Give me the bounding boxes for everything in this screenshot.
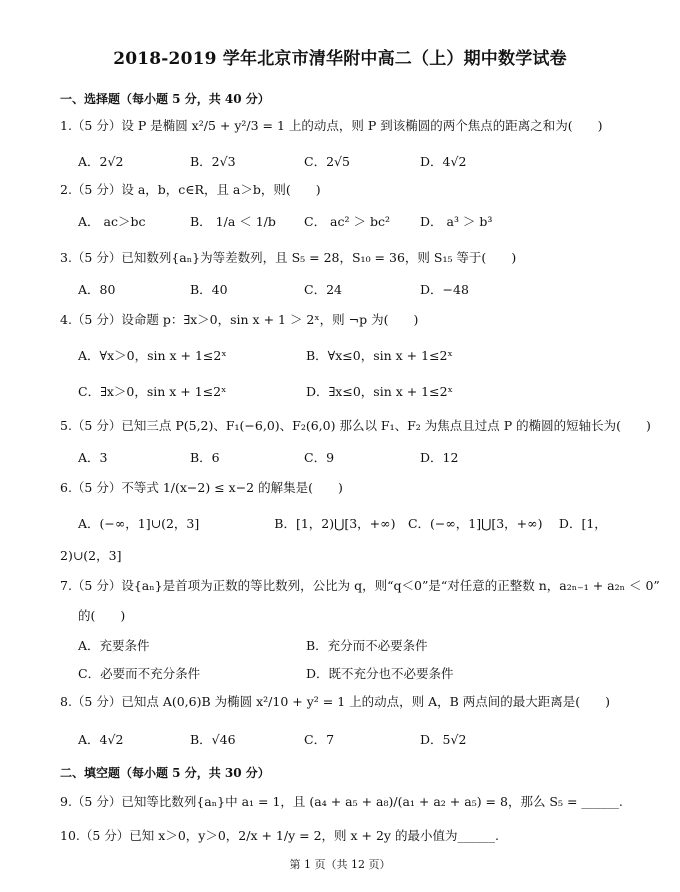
question-4-option-b: B．∀x≤0，sin x + 1≤2ˣ: [306, 348, 453, 363]
question-4-option-d: D．∃x≤0，sin x + 1≤2ˣ: [306, 384, 453, 399]
question-7-stem: 7.（5 分）设{aₙ}是首项为正数的等比数列，公比为 q，则“q＜0”是“对任意的正整数 n，a₂ₙ₋₁ + a₂ₙ ＜ 0”: [60, 578, 660, 593]
question-3-option-a: A．80: [78, 282, 116, 297]
question-8-option-d: D．5√2: [420, 732, 467, 747]
question-2-option-c: C． ac² ＞ bc²: [304, 214, 390, 229]
section-choice-heading: 一、选择题（每小题 5 分，共 40 分）: [60, 92, 270, 106]
question-7-option-d: D．既不充分也不必要条件: [306, 666, 454, 681]
question-9-stem: 9.（5 分）已知等比数列{aₙ}中 a₁ = 1，且 (a₄ + a₅ + a₈)/(a₁ + a₂ + a₅) = 8，那么 S₅ = ______.: [60, 794, 623, 809]
question-2-option-a: A． ac＞bc: [78, 214, 146, 229]
question-5-stem: 5.（5 分）已知三点 P(5,2)、F₁(−6,0)、F₂(6,0) 那么以 F₁、F₂ 为焦点且过点 P 的椭圆的短轴长为( ): [60, 418, 651, 433]
question-7-option-b: B．充分而不必要条件: [306, 638, 428, 653]
section-fill-heading: 二、填空题（每小题 5 分，共 30 分）: [60, 766, 270, 780]
question-1-option-b: B．2√3: [190, 154, 236, 169]
question-5-option-a: A．3: [78, 450, 108, 465]
question-8-option-b: B．√46: [190, 732, 236, 747]
question-4-option-a: A．∀x＞0，sin x + 1≤2ˣ: [78, 348, 227, 363]
question-6-options-line-2: 2)∪(2，3]: [60, 548, 122, 563]
question-3-stem: 3.（5 分）已知数列{aₙ}为等差数列，且 S₅ = 28，S₁₀ = 36，则 S₁₅ 等于( ): [60, 250, 517, 265]
question-6-stem: 6.（5 分）不等式 1/(x−2) ≤ x−2 的解集是( ): [60, 480, 343, 495]
question-6-options-line-1: A．(−∞，1]∪(2，3] B．[1，2)⋃[3，+∞) C．(−∞，1]⋃[3，+∞) D．[1，: [78, 516, 607, 531]
question-1-option-a: A．2√2: [78, 154, 124, 169]
question-2-stem: 2.（5 分）设 a，b，c∈R，且 a＞b，则( ): [60, 182, 321, 197]
question-7-stem-continued: 的( ): [78, 608, 126, 623]
question-1-option-d: D．4√2: [420, 154, 467, 169]
question-8-stem: 8.（5 分）已知点 A(0,6)B 为椭圆 x²/10 + y² = 1 上的动点，则 A，B 两点间的最大距离是( ): [60, 694, 611, 709]
question-2-option-b: B． 1/a ＜ 1/b: [190, 214, 276, 229]
question-5-option-c: C．9: [304, 450, 335, 465]
question-3-option-c: C．24: [304, 282, 342, 297]
question-5-option-d: D．12: [420, 450, 459, 465]
page-footer: 第 1 页（共 12 页）: [289, 858, 391, 871]
question-4-option-c: C．∃x＞0，sin x + 1≤2ˣ: [78, 384, 227, 399]
question-1-option-c: C．2√5: [304, 154, 350, 169]
question-4-stem: 4.（5 分）设命题 p：∃x＞0，sin x + 1 ＞ 2ˣ，则 ¬p 为( ): [60, 312, 419, 327]
question-10-stem: 10.（5 分）已知 x＞0，y＞0，2/x + 1/y = 2，则 x + 2y 的最小值为______.: [60, 828, 499, 843]
question-7-option-c: C．必要而不充分条件: [78, 666, 201, 681]
question-3-option-b: B．40: [190, 282, 228, 297]
question-3-option-d: D．−48: [420, 282, 469, 297]
exam-title: 2018-2019 学年北京市清华附中高二（上）期中数学试卷: [113, 49, 567, 69]
question-1-stem: 1.（5 分）设 P 是椭圆 x²/5 + y²/3 = 1 上的动点，则 P 到该椭圆的两个焦点的距离之和为( ): [60, 118, 603, 133]
question-8-option-a: A．4√2: [78, 732, 124, 747]
question-5-option-b: B．6: [190, 450, 220, 465]
question-7-option-a: A．充要条件: [78, 638, 150, 653]
question-8-option-c: C．7: [304, 732, 335, 747]
question-2-option-d: D． a³ ＞ b³: [420, 214, 493, 229]
